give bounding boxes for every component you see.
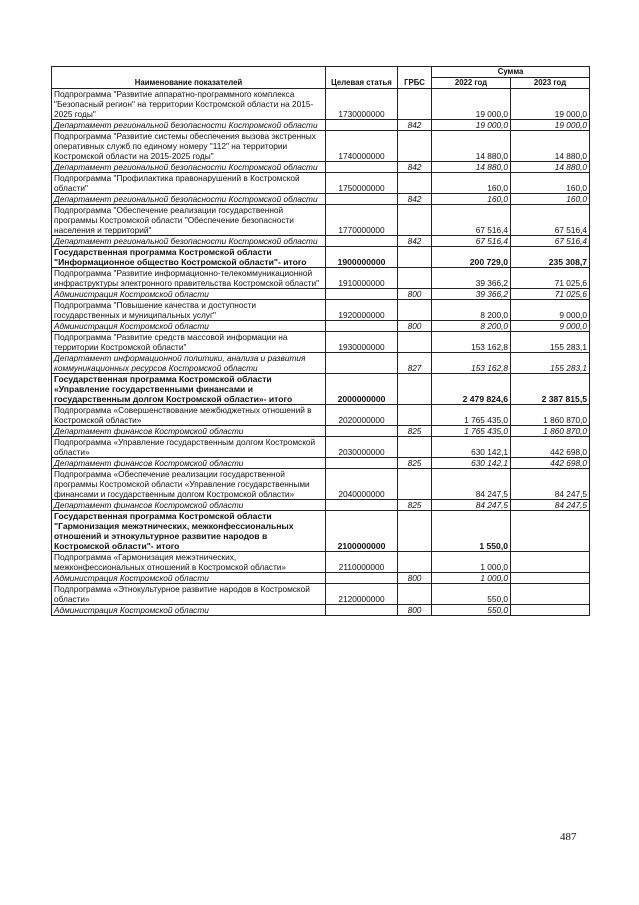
row-target-article-cell: 1910000000	[326, 268, 398, 289]
header-target-article: Целевая статья	[326, 67, 398, 89]
row-target-article-cell	[326, 236, 398, 247]
table-row-department	[52, 605, 590, 616]
row-grbs-cell	[398, 552, 432, 573]
row-name-cell: Подпрограмма "Развитие средств массовой информации на территории Костромской области"	[52, 332, 326, 353]
row-sum-2023-cell	[511, 511, 590, 552]
row-name-cell: Департамент финансов Костромской области	[52, 458, 326, 469]
row-grbs-cell	[398, 205, 432, 236]
table-row-program-total	[52, 247, 590, 268]
row-target-article-cell	[326, 426, 398, 437]
table-header	[52, 67, 590, 89]
table-row-department	[52, 289, 590, 300]
table-body	[52, 89, 590, 616]
row-name-cell: Подпрограмма "Развитие системы обеспечения вызова экстренных оперативных служб по единому номеру "112" на территории Костромской области на 2015-2025 годы"	[52, 131, 326, 162]
table-row-subprogram	[52, 131, 590, 162]
row-grbs-cell	[398, 332, 432, 353]
row-sum-2023-cell: 442 698,0	[511, 437, 590, 458]
row-name-cell: Администрация Костромской области	[52, 573, 326, 584]
row-sum-2022-cell: 200 729,0	[432, 247, 511, 268]
row-sum-2023-cell: 155 283,1	[511, 332, 590, 353]
row-sum-2022-cell: 630 142,1	[432, 458, 511, 469]
row-sum-2022-cell: 1 765 435,0	[432, 426, 511, 437]
row-grbs-cell: 842	[398, 194, 432, 205]
row-grbs-cell: 825	[398, 426, 432, 437]
row-sum-2022-cell: 2 479 824,6	[432, 374, 511, 405]
row-target-article-cell	[326, 353, 398, 374]
table-row-subprogram	[52, 332, 590, 353]
row-target-article-cell	[326, 120, 398, 131]
row-sum-2022-cell: 19 000,0	[432, 89, 511, 120]
row-target-article-cell: 2100000000	[326, 511, 398, 552]
row-grbs-cell	[398, 247, 432, 268]
row-target-article-cell: 2000000000	[326, 374, 398, 405]
row-grbs-cell	[398, 405, 432, 426]
row-target-article-cell	[326, 573, 398, 584]
row-name-cell: Департамент информационной политики, анализа и развития коммуникационных ресурсов Костромской области	[52, 353, 326, 374]
row-sum-2022-cell: 630 142,1	[432, 437, 511, 458]
row-grbs-cell	[398, 374, 432, 405]
row-grbs-cell: 800	[398, 321, 432, 332]
table-row-subprogram	[52, 405, 590, 426]
row-grbs-cell	[398, 511, 432, 552]
row-name-cell: Подпрограмма «Этнокультурное развитие народов в Костромской области»	[52, 584, 326, 605]
row-grbs-cell	[398, 173, 432, 194]
table-row-department	[52, 236, 590, 247]
row-sum-2022-cell: 67 516,4	[432, 205, 511, 236]
row-target-article-cell: 2020000000	[326, 405, 398, 426]
row-name-cell: Департамент финансов Костромской области	[52, 426, 326, 437]
row-sum-2023-cell: 1 860 870,0	[511, 426, 590, 437]
row-grbs-cell	[398, 469, 432, 500]
row-sum-2023-cell: 235 308,7	[511, 247, 590, 268]
row-grbs-cell	[398, 89, 432, 120]
row-sum-2023-cell: 67 516,4	[511, 205, 590, 236]
row-grbs-cell: 825	[398, 500, 432, 511]
header-year-2022: 2022 год	[432, 78, 511, 89]
row-name-cell: Подпрограмма "Повышение качества и доступности государственных и муниципальных услуг"	[52, 300, 326, 321]
row-sum-2023-cell: 71 025,6	[511, 268, 590, 289]
row-name-cell: Департамент региональной безопасности Костромской области	[52, 236, 326, 247]
row-sum-2023-cell: 160,0	[511, 173, 590, 194]
row-sum-2023-cell: 14 880,0	[511, 131, 590, 162]
table-row-department	[52, 458, 590, 469]
row-name-cell: Департамент региональной безопасности Костромской области	[52, 162, 326, 173]
row-grbs-cell	[398, 437, 432, 458]
table-row-subprogram	[52, 173, 590, 194]
table-row-subprogram	[52, 89, 590, 120]
row-target-article-cell: 1740000000	[326, 131, 398, 162]
row-name-cell: Государственная программа Костромской области "Гармонизация межэтнических, межконфессиональных отношений и этнокультурное развитие народов в Костромской области"- итого	[52, 511, 326, 552]
row-sum-2022-cell: 1 765 435,0	[432, 405, 511, 426]
budget-table	[51, 66, 590, 616]
row-target-article-cell: 2120000000	[326, 584, 398, 605]
row-sum-2023-cell: 14 880,0	[511, 162, 590, 173]
row-sum-2022-cell: 160,0	[432, 173, 511, 194]
header-grbs: ГРБС	[398, 67, 432, 89]
row-name-cell: Подпрограмма «Управление государственным долгом Костромской области»	[52, 437, 326, 458]
row-sum-2022-cell: 1 000,0	[432, 552, 511, 573]
table-row-department	[52, 162, 590, 173]
table-row-subprogram	[52, 205, 590, 236]
row-name-cell: Департамент финансов Костромской области	[52, 500, 326, 511]
row-target-article-cell: 1730000000	[326, 89, 398, 120]
row-grbs-cell: 800	[398, 573, 432, 584]
row-sum-2022-cell: 14 880,0	[432, 131, 511, 162]
row-sum-2023-cell	[511, 552, 590, 573]
row-sum-2022-cell: 160,0	[432, 194, 511, 205]
table-row-subprogram	[52, 552, 590, 573]
row-name-cell: Подпрограмма "Развитие аппаратно-программного комплекса "Безопасный регион" на территории Костромской области на 2015-2025 годы"	[52, 89, 326, 120]
table-row-subprogram	[52, 437, 590, 458]
row-sum-2022-cell: 84 247,5	[432, 500, 511, 511]
row-name-cell: Подпрограмма «Совершенствование межбюджетных отношений в Костромской области»	[52, 405, 326, 426]
row-sum-2023-cell: 84 247,5	[511, 469, 590, 500]
row-target-article-cell	[326, 162, 398, 173]
page-number: 487	[560, 831, 577, 843]
row-sum-2023-cell: 160,0	[511, 194, 590, 205]
table-row-program-total	[52, 511, 590, 552]
row-grbs-cell: 842	[398, 120, 432, 131]
row-name-cell: Государственная программа Костромской области «Управление государственными финансами и государственным долгом Костромской области»- итого	[52, 374, 326, 405]
table-row-subprogram	[52, 469, 590, 500]
table-row-department	[52, 120, 590, 131]
row-target-article-cell: 1920000000	[326, 300, 398, 321]
row-target-article-cell	[326, 321, 398, 332]
row-name-cell: Администрация Костромской области	[52, 605, 326, 616]
row-name-cell: Администрация Костромской области	[52, 289, 326, 300]
row-sum-2022-cell: 550,0	[432, 605, 511, 616]
table-row-department	[52, 573, 590, 584]
row-grbs-cell	[398, 131, 432, 162]
row-name-cell: Подпрограмма "Развитие информационно-телекоммуникационной инфраструктуры электронного правительства Костромской области"	[52, 268, 326, 289]
row-grbs-cell: 842	[398, 162, 432, 173]
row-name-cell: Государственная программа Костромской области "Информационное общество Костромской области"- итого	[52, 247, 326, 268]
row-target-article-cell: 1750000000	[326, 173, 398, 194]
table-row-department	[52, 426, 590, 437]
row-sum-2023-cell: 19 000,0	[511, 120, 590, 131]
row-sum-2022-cell: 1 000,0	[432, 573, 511, 584]
row-name-cell: Подпрограмма «Обеспечение реализации государственной программы Костромской области «Управление государственными финансами и государственным долгом Костромской области»	[52, 469, 326, 500]
row-target-article-cell: 2040000000	[326, 469, 398, 500]
row-sum-2023-cell: 155 283,1	[511, 353, 590, 374]
row-sum-2022-cell: 153 162,8	[432, 353, 511, 374]
row-name-cell: Администрация Костромской области	[52, 321, 326, 332]
row-grbs-cell: 842	[398, 236, 432, 247]
row-target-article-cell: 2110000000	[326, 552, 398, 573]
row-sum-2022-cell: 84 247,5	[432, 469, 511, 500]
row-sum-2022-cell: 67 516,4	[432, 236, 511, 247]
table-row-department	[52, 321, 590, 332]
row-grbs-cell: 827	[398, 353, 432, 374]
row-sum-2022-cell: 39 366,2	[432, 268, 511, 289]
header-name: Наименование показателей	[52, 67, 326, 89]
row-sum-2023-cell: 1 860 870,0	[511, 405, 590, 426]
row-name-cell: Подпрограмма "Профилактика правонарушений в Костромской области"	[52, 173, 326, 194]
row-sum-2023-cell: 67 516,4	[511, 236, 590, 247]
row-sum-2023-cell: 71 025,6	[511, 289, 590, 300]
table-row-department	[52, 353, 590, 374]
row-target-article-cell: 2030000000	[326, 437, 398, 458]
table-row-subprogram	[52, 268, 590, 289]
table-row-department	[52, 194, 590, 205]
table-row-department	[52, 500, 590, 511]
row-sum-2022-cell: 153 162,8	[432, 332, 511, 353]
row-sum-2023-cell: 19 000,0	[511, 89, 590, 120]
row-target-article-cell	[326, 500, 398, 511]
row-name-cell: Департамент региональной безопасности Костромской области	[52, 120, 326, 131]
row-sum-2022-cell: 550,0	[432, 584, 511, 605]
header-year-2023: 2023 год	[511, 78, 590, 89]
row-name-cell: Подпрограмма «Гармонизация межэтнических, межконфессиональных отношений в Костромской области»	[52, 552, 326, 573]
row-target-article-cell: 1930000000	[326, 332, 398, 353]
row-target-article-cell: 1900000000	[326, 247, 398, 268]
row-sum-2023-cell: 9 000,0	[511, 321, 590, 332]
row-sum-2022-cell: 8 200,0	[432, 300, 511, 321]
row-grbs-cell: 800	[398, 289, 432, 300]
header-sum: Сумма	[432, 67, 590, 78]
row-sum-2022-cell: 19 000,0	[432, 120, 511, 131]
row-grbs-cell: 800	[398, 605, 432, 616]
row-grbs-cell	[398, 268, 432, 289]
row-sum-2022-cell: 39 366,2	[432, 289, 511, 300]
row-grbs-cell	[398, 300, 432, 321]
row-target-article-cell: 1770000000	[326, 205, 398, 236]
row-grbs-cell: 825	[398, 458, 432, 469]
row-sum-2023-cell: 84 247,5	[511, 500, 590, 511]
table-row-subprogram	[52, 584, 590, 605]
row-target-article-cell	[326, 458, 398, 469]
row-sum-2023-cell: 9 000,0	[511, 300, 590, 321]
row-sum-2023-cell	[511, 573, 590, 584]
table-row-subprogram	[52, 300, 590, 321]
row-sum-2023-cell	[511, 584, 590, 605]
row-grbs-cell	[398, 584, 432, 605]
table-row-program-total	[52, 374, 590, 405]
row-name-cell: Департамент региональной безопасности Костромской области	[52, 194, 326, 205]
row-sum-2023-cell: 442 698,0	[511, 458, 590, 469]
row-sum-2023-cell	[511, 605, 590, 616]
row-target-article-cell	[326, 194, 398, 205]
row-sum-2022-cell: 1 550,0	[432, 511, 511, 552]
row-sum-2022-cell: 8 200,0	[432, 321, 511, 332]
row-target-article-cell	[326, 289, 398, 300]
row-sum-2023-cell: 2 387 815,5	[511, 374, 590, 405]
row-sum-2022-cell: 14 880,0	[432, 162, 511, 173]
row-name-cell: Подпрограмма "Обеспечение реализации государственной программы Костромской области "Обеспечение безопасности населения и территорий"	[52, 205, 326, 236]
row-target-article-cell	[326, 605, 398, 616]
